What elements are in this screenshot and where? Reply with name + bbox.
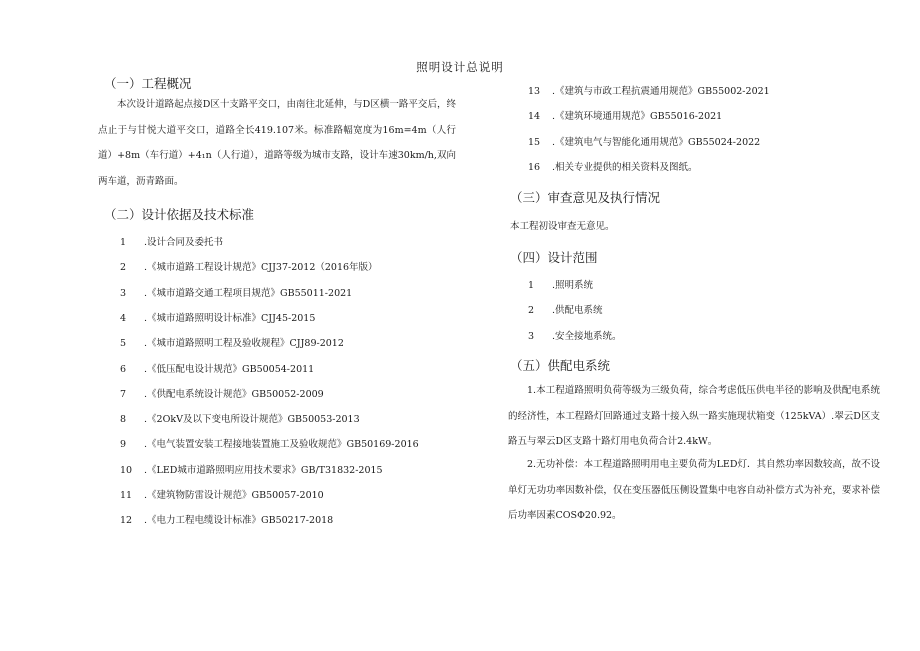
document-title: 照明设计总说明 <box>416 60 504 74</box>
list-item-text: .《城市道路照明工程及验收规程》CJJ89-2012 <box>144 338 344 350</box>
list-item-text: .《建筑物防雷设计规范》GB50057-2010 <box>144 490 324 501</box>
section-5-paragraph-2: 2.无功补偿：本工程道路照明用电主要负荷为LED灯．其自然功率因数较高，故不设单灯无功功率因数补偿，仅在变压器低压侧设置集中电容自动补偿方式为补充，要求补偿后功率因素COSΦ20.92。 <box>508 459 880 521</box>
list-item <box>120 335 344 349</box>
list-item <box>120 361 314 375</box>
list-item-number: 3 <box>528 330 535 342</box>
list-item-number: 16 <box>528 161 541 173</box>
list-item <box>120 259 378 273</box>
list-item-number: 7 <box>120 388 127 400</box>
list-item-text: .《建筑与市政工程抗震通用规范》GB55002-2021 <box>552 86 770 97</box>
list-item-text: .《城市道路工程设计规范》CJJ37-2012（2016年版） <box>144 262 378 274</box>
section-3-paragraph: 本工程初设审查无意见。 <box>510 221 615 232</box>
section-4-heading: （四）设计范围 <box>510 250 598 265</box>
list-item <box>528 302 603 316</box>
section-2-heading: （二）设计依据及技术标准 <box>104 207 255 222</box>
list-item-text: .照明系统 <box>552 280 594 291</box>
list-item-text: .《建筑环境通用规范》GB55016-2021 <box>552 111 723 123</box>
list-item-number: 15 <box>528 136 541 148</box>
list-item-number: 2 <box>120 262 127 274</box>
list-item <box>120 386 324 400</box>
list-item-text: .《城市道路照明设计标准》CJJ45-2015 <box>144 312 316 324</box>
section-1-heading: （一）工程概况 <box>104 76 192 91</box>
list-item-text: .相关专业提供的相关资料及图纸。 <box>552 161 698 173</box>
list-item <box>528 108 722 122</box>
list-item-text: .《电力工程电缆设计标准》GB50217-2018 <box>144 515 334 527</box>
section-1-paragraph: 本次设计道路起点接D区十支路平交口，由南往北延伸，与D区横一路平交后，终点止于与甘悦大道平交口，道路全长419.107米。标准路幅宽度为16m=4m（人行道）+8m（车行道）+4₁n（人行道），道路等级为城市支路，设计车速30km/h,双向两车道，沥青路面。 <box>98 99 456 187</box>
list-item <box>120 285 352 299</box>
list-item-text: .《LED城市道路照明应用技术要求》GB/T31832-2015 <box>144 464 383 476</box>
list-item <box>120 487 324 501</box>
list-item-text: .供配电系统 <box>552 305 603 317</box>
list-item-text: .《建筑电气与智能化通用规范》GB55024-2022 <box>552 136 761 148</box>
list-item <box>120 411 360 425</box>
list-item-number: 1 <box>120 237 127 248</box>
list-item <box>528 328 622 342</box>
list-item <box>120 512 333 526</box>
section-5-heading: （五）供配电系统 <box>510 358 611 373</box>
list-item-text: .设计合同及委托书 <box>144 237 224 248</box>
list-item-text: .《2OkV及以下变电所设计规范》GB50053-2013 <box>144 414 360 426</box>
list-item <box>120 462 383 476</box>
list-item-number: 10 <box>120 464 133 476</box>
list-item-number: 8 <box>120 414 127 426</box>
list-item <box>120 310 315 324</box>
list-item-number: 9 <box>120 439 127 451</box>
list-item-number: 1 <box>528 280 535 291</box>
list-item <box>528 159 698 173</box>
list-item-number: 6 <box>120 363 127 375</box>
section-5-paragraph-1: 1.本工程道路照明负荷等级为三级负荷，综合考虑低压供电半径的影响及供配电系统的经济性，本工程路灯回路通过支路十接入纵一路实施现状箱变（125kVA）.翠云D区支路五与翠云D区支路十路灯用电负荷合计2.4kW。 <box>508 385 880 447</box>
list-item-number: 5 <box>120 338 127 350</box>
list-item <box>120 234 223 248</box>
list-item <box>528 277 593 291</box>
list-item <box>528 134 760 148</box>
list-item-text: .《供配电系统设计规范》GB50052-2009 <box>144 388 324 400</box>
list-item-number: 3 <box>120 287 127 299</box>
list-item-number: 11 <box>120 490 133 501</box>
list-item-number: 12 <box>120 515 133 527</box>
list-item-text: .《电气装置安装工程接地装置施工及验收规范》GB50169-2016 <box>144 439 419 451</box>
list-item-number: 13 <box>528 86 541 97</box>
list-item-text: .安全接地系统。 <box>552 330 622 342</box>
list-item <box>120 436 419 450</box>
list-item-text: .《低压配电设计规范》GB50054-2011 <box>144 363 315 375</box>
list-item-number: 14 <box>528 111 541 123</box>
list-item-number: 4 <box>120 312 127 324</box>
list-item-text: .《城市道路交通工程项目规范》GB55011-2021 <box>144 287 353 299</box>
list-item <box>528 83 770 97</box>
section-3-heading: （三）审查意见及执行情况 <box>510 190 661 205</box>
list-item-number: 2 <box>528 305 535 317</box>
